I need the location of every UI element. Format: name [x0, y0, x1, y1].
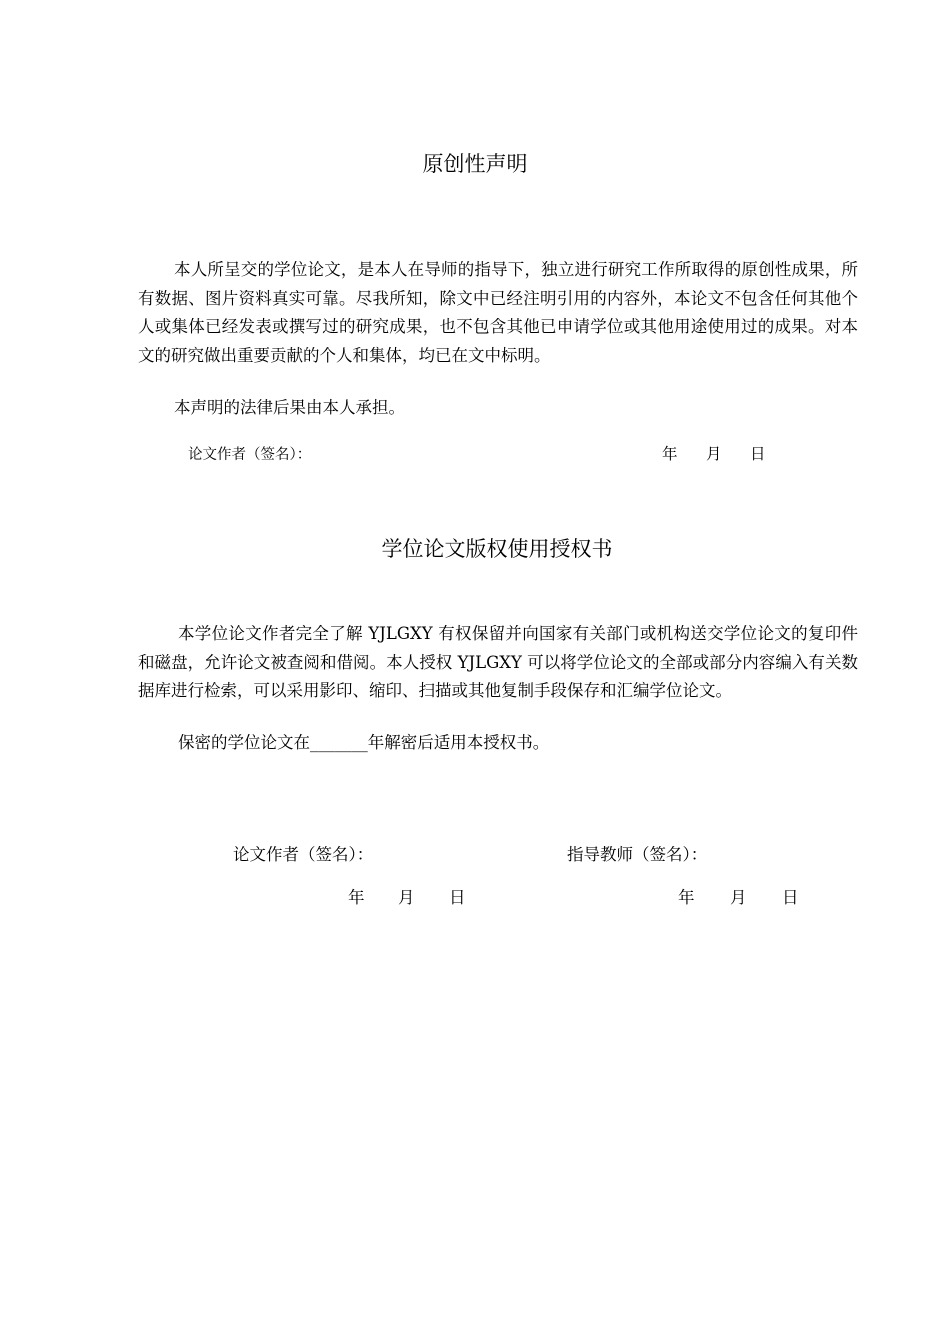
declaration-title: 原创性声明 [422, 152, 528, 176]
date-year-label: 年 [348, 888, 365, 907]
date-month-label: 月 [398, 888, 415, 907]
date-day-label: 日 [782, 888, 799, 907]
declaration-author-signature-label: 论文作者（签名）： [188, 447, 312, 463]
legal-consequence-paragraph: 本声明的法律后果由本人承担。 [174, 398, 405, 417]
advisor-signature-label: 指导教师（签名）： [567, 845, 708, 864]
date-year-label: 年 [678, 888, 695, 907]
authorization-paragraph: 本学位论文作者完全了解 YJLGXY 有权保留并向国家有关部门或机构送交学位论文的复印件和磁盘，允许论文被查阅和借阅。本人授权 YJLGXY 可以将学位论文的全部或部分内容编入有关数据库进行检索，可以采用影印、缩印、扫描或其他复制手段保存和汇编学位论文。 [138, 624, 858, 701]
declaration-paragraph: 本人所呈交的学位论文，是本人在导师的指导下，独立进行研究工作所取得的原创性成果，所有数据、图片资料真实可靠。尽我所知，除文中已经注明引用的内容外，本论文不包含任何其他个人或集体已经发表或撰写过的研究成果，也不包含其他已申请学位或其他用途使用过的成果。对本文的研究做出重要贡献的个人和集体，均已在文中标明。 [138, 260, 858, 365]
date-month-label: 月 [706, 445, 722, 463]
date-year-label: 年 [662, 445, 678, 463]
date-day-label: 日 [750, 445, 766, 463]
authorization-author-signature-label: 论文作者（签名）： [233, 845, 374, 864]
confidentiality-paragraph: 保密的学位论文在_______年解密后适用本授权书。 [178, 733, 550, 752]
date-month-label: 月 [730, 888, 747, 907]
date-day-label: 日 [449, 888, 466, 907]
authorization-title: 学位论文版权使用授权书 [381, 537, 613, 561]
